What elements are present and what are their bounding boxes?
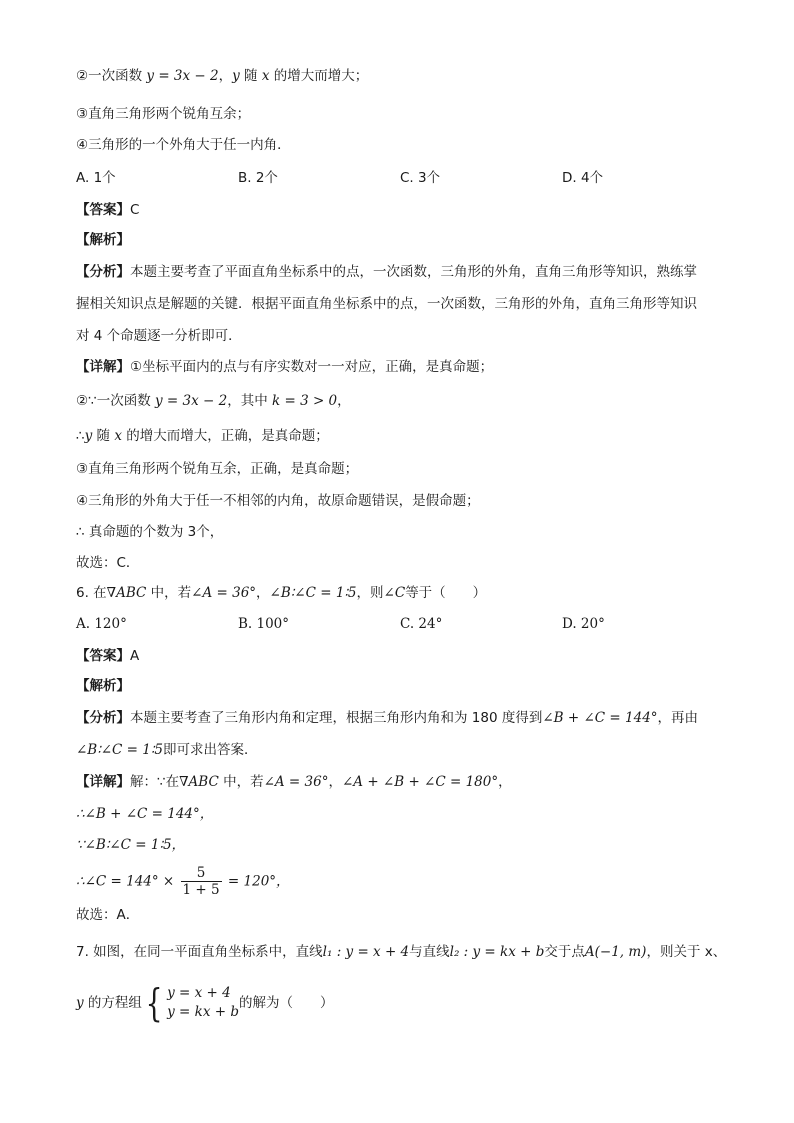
fraction	[181, 865, 222, 898]
equation-system	[142, 981, 239, 1025]
numerator: 5	[181, 865, 222, 882]
text: 随	[92, 428, 115, 444]
text: ，	[218, 68, 233, 84]
equation: ∠B + ∠C = 144°	[542, 710, 658, 726]
text: 本题主要考查了三角形内角和定理，根据三角形内角和为 180 度得到	[130, 710, 543, 726]
q5-analysis-1	[76, 262, 697, 282]
text: 等于（ ）	[405, 585, 487, 601]
answer-value: A	[130, 648, 140, 664]
q5-detail-3	[76, 426, 329, 446]
q6-answer	[76, 646, 139, 666]
var-x: x	[261, 68, 270, 84]
angle-a: ∠A = 36°	[263, 774, 329, 790]
statement-3: ③直角三角形两个锐角互余；	[76, 106, 251, 122]
q5-option-a: A. 1个	[76, 170, 116, 186]
text: ，	[256, 585, 270, 601]
equation: ∠A + ∠B + ∠C = 180°	[341, 774, 499, 790]
q6-option-d: D. 20°	[562, 616, 605, 632]
equation: k = 3 > 0	[272, 393, 338, 409]
q6-detail-1	[76, 772, 512, 792]
text: ，其中	[227, 393, 272, 409]
q6-option-a: A. 120°	[76, 616, 127, 632]
q5-detail-1	[76, 357, 493, 377]
text: ①坐标平面内的点与有序实数对一一对应，正确，是真命题；	[130, 359, 494, 375]
answer-tag: 【答案】	[76, 648, 130, 664]
equation: ∴∠C = 144° ×	[76, 873, 179, 890]
var-x: x	[114, 428, 122, 444]
equation: y = 3x − 2	[154, 393, 228, 409]
q5-jiexi-tag: 【解析】	[76, 232, 130, 248]
q5-option-c: C. 3个	[400, 170, 441, 186]
text: ，	[498, 774, 512, 790]
q6-stem	[76, 583, 486, 603]
text: 中，若	[218, 774, 264, 790]
q6-detail-2: ∴∠B + ∠C = 144°，	[76, 806, 214, 822]
var-y: y	[232, 68, 240, 84]
text: 7. 如图，在同一平面直角坐标系中，直线	[76, 944, 323, 960]
q7-stem-1	[76, 942, 726, 962]
detail-tag: 【详解】	[76, 774, 130, 790]
q5-detail-4: ③直角三角形两个锐角互余，正确，是真命题；	[76, 461, 359, 477]
text: 即可求出答案．	[162, 742, 258, 758]
triangle: ∇ABC	[106, 585, 147, 601]
text: 的方程组	[83, 995, 142, 1011]
analysis-tag: 【分析】	[76, 710, 130, 726]
equation: = 120°，	[223, 873, 290, 890]
q6-analysis-1	[76, 708, 698, 728]
text: 中，若	[146, 585, 192, 601]
q6-option-c: C. 24°	[400, 616, 443, 632]
system-rows	[167, 984, 239, 1022]
q5-option-b: B. 2个	[238, 170, 278, 186]
q6-analysis-2	[76, 740, 257, 760]
text: 随	[239, 68, 262, 84]
text: ，则关于 x、	[646, 944, 727, 960]
statement-2	[76, 66, 368, 86]
q7-stem-2	[76, 982, 333, 1024]
q5-analysis-2: 握相关知识点是解题的关键．根据平面直角坐标系中的点，一次函数，三角形的外角，直角三角形等知识	[76, 296, 697, 312]
q6-detail-3: ∵∠B∶∠C = 1∶5，	[76, 837, 186, 853]
text: 解：∵在	[130, 774, 180, 790]
q6-option-b: B. 100°	[238, 616, 290, 632]
text: ②一次函数	[76, 68, 147, 84]
denominator: 1 + 5	[182, 882, 220, 898]
q5-detail-2	[76, 391, 351, 411]
triangle: ∇ABC	[179, 774, 219, 790]
system-row-1: y = x + 4	[167, 985, 231, 1001]
point-a: A(−1, m)	[584, 944, 647, 960]
angle-a: ∠A = 36°	[191, 585, 257, 601]
q6-jiexi-tag: 【解析】	[76, 678, 130, 694]
q5-detail-6: ∴ 真命题的个数为 3个，	[76, 524, 224, 540]
q6-detail-4	[76, 865, 290, 898]
q5-detail-5: ④三角形的外角大于任一不相邻的内角，故原命题错误，是假命题；	[76, 493, 480, 509]
text: 与直线	[409, 944, 450, 960]
text: ∴	[76, 428, 85, 444]
answer-value: C	[130, 202, 140, 218]
statement-4: ④三角形的一个外角大于任一内角．	[76, 137, 291, 153]
ratio: ∠B∶∠C = 1∶5	[269, 585, 357, 601]
equation: y = 3x − 2	[146, 68, 219, 84]
text: ，	[328, 774, 342, 790]
line-l1: l₁ : y = x + 4	[322, 944, 410, 960]
text: ，则	[356, 585, 384, 601]
text: 的增大而增大；	[269, 68, 369, 84]
q5-analysis-3: 对 4 个命题逐一分析即可．	[76, 328, 242, 344]
text: ，	[337, 393, 351, 409]
text: 本题主要考查了平面直角坐标系中的点，一次函数，三角形的外角，直角三角形等知识，熟练掌	[130, 264, 697, 280]
text: ，再由	[657, 710, 699, 726]
system-row-2: y = kx + b	[167, 1004, 239, 1020]
answer-tag: 【答案】	[76, 202, 130, 218]
text: 交于点	[544, 944, 585, 960]
text: ②∵一次函数	[76, 393, 155, 409]
text: 的增大而增大，正确，是真命题；	[121, 428, 329, 444]
detail-tag: 【详解】	[76, 359, 130, 375]
q5-option-d: D. 4个	[562, 170, 604, 186]
ratio: ∠B∶∠C = 1∶5	[76, 742, 163, 758]
brace-icon: {	[145, 981, 163, 1025]
analysis-tag: 【分析】	[76, 264, 130, 280]
q6-detail-5: 故选：A．	[76, 907, 140, 923]
angle-c: ∠C	[383, 585, 406, 601]
var-y: y	[84, 428, 93, 444]
line-l2: l₂ : y = kx + b	[449, 944, 545, 960]
q5-detail-7: 故选：C．	[76, 555, 140, 571]
var-y: y	[76, 995, 84, 1011]
q5-answer	[76, 200, 139, 220]
text: 6. 在	[76, 585, 107, 601]
text: 的解为（ ）	[238, 995, 334, 1011]
